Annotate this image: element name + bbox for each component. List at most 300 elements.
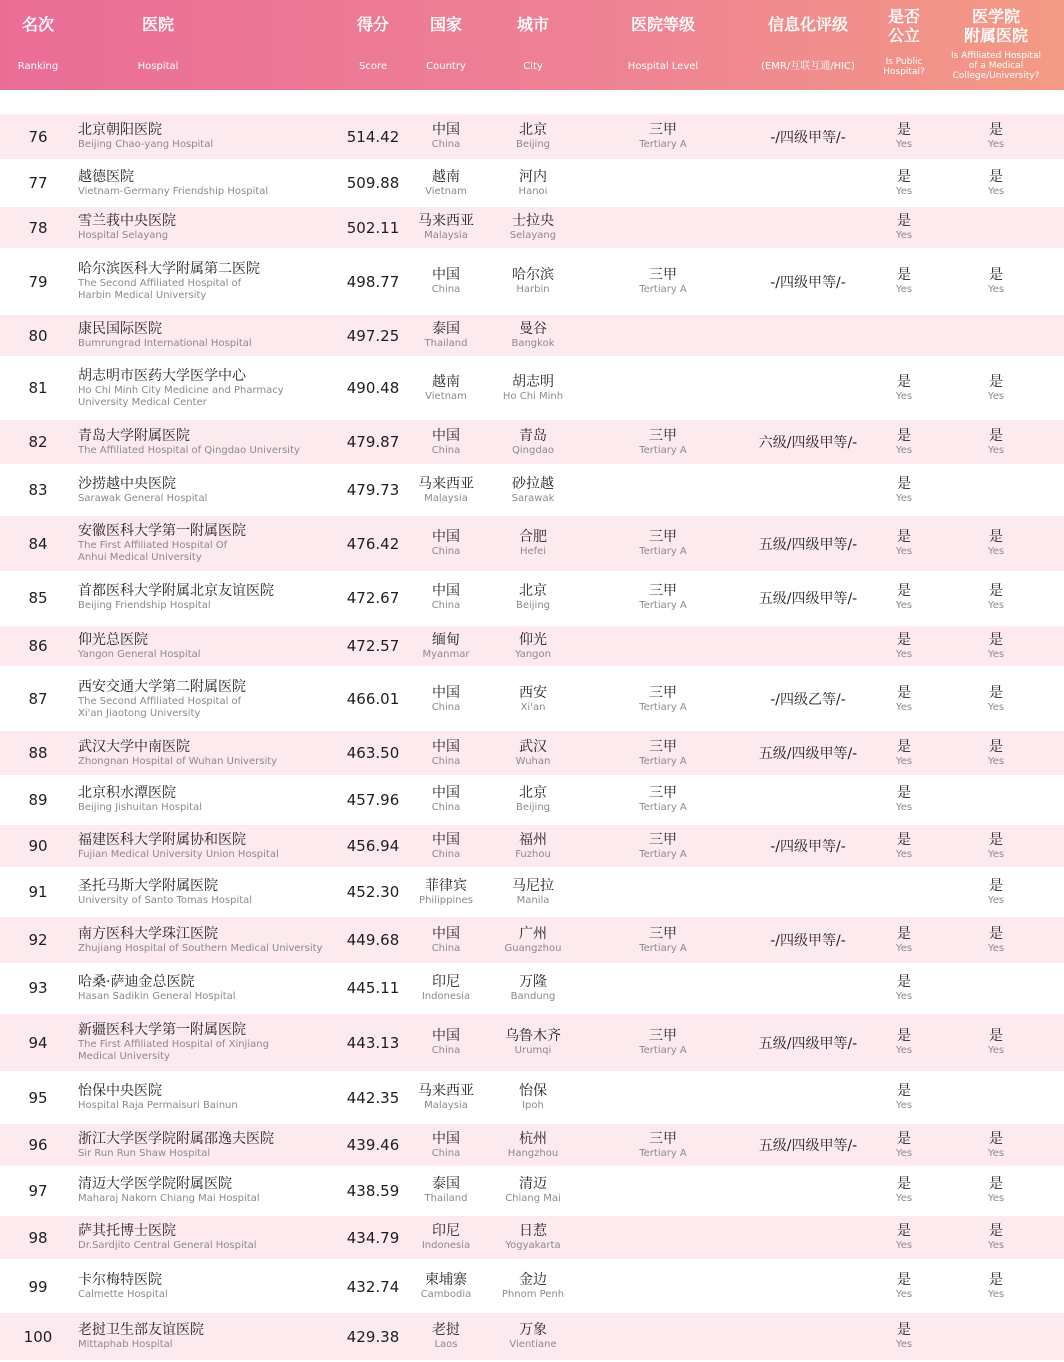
score-value: 472.57 [346, 637, 400, 655]
level-cn: 三甲 [649, 267, 677, 283]
rank-cell [0, 1260, 76, 1313]
affiliated-en: Yes [987, 139, 1005, 150]
rank-value: 82 [28, 433, 48, 451]
public-en: Yes [895, 1147, 913, 1159]
city-cell [486, 1260, 580, 1313]
rank-value: 99 [28, 1277, 48, 1296]
public-en: Yes [895, 444, 913, 456]
hospital-level-cell [612, 465, 714, 515]
affiliated-en: Yes [987, 942, 1005, 954]
score-cell [336, 420, 410, 464]
hospital-name-cn: 新疆医科大学第一附属医院 [78, 1022, 246, 1038]
info-rating-cell [730, 571, 886, 624]
info-rating-cell [730, 1072, 886, 1123]
rank-cell [0, 626, 76, 666]
country-en: Thailand [424, 1193, 468, 1204]
affiliated-cn: 是 [989, 1272, 1003, 1288]
hospital-level-cell [612, 207, 714, 248]
table-row [0, 1216, 1064, 1259]
table-row [0, 357, 1064, 419]
affiliated-cn: 是 [989, 122, 1003, 138]
affiliated-cell [956, 249, 1036, 314]
hospital-name-cn: 哈桑·萨迪金总医院 [78, 973, 195, 990]
country-cell [410, 357, 482, 419]
hospital-level-cell [612, 1313, 714, 1360]
affiliated-cell [956, 357, 1036, 419]
hospital-name-en: Hospital Selayang [78, 230, 169, 241]
country-cell [410, 516, 482, 571]
country-cell [410, 160, 482, 206]
country-cell [410, 249, 482, 314]
city-cn: 士拉央 [512, 213, 554, 229]
public-cn: 是 [897, 785, 911, 801]
score-value: 472.67 [346, 588, 400, 607]
hospital-name-en: The Second Affiliated Hospital of Xi'an Jiaotong University [78, 695, 242, 719]
city-cn: 乌鲁木齐 [505, 1028, 561, 1044]
public-cn: 是 [897, 122, 911, 138]
country-en: China [431, 444, 461, 456]
city-en: Wuhan [515, 755, 551, 767]
info-rating-cell [730, 963, 886, 1013]
affiliated-cell [956, 315, 1036, 356]
city-cn: 万隆 [519, 973, 547, 990]
rank-value: 96 [28, 1136, 48, 1154]
country-en: Indonesia [421, 990, 471, 1002]
header-is-public [866, 0, 942, 90]
affiliated-cn: 是 [989, 373, 1003, 390]
score-cell [336, 1260, 410, 1313]
score-value: 434.79 [346, 1228, 400, 1247]
public-cn: 是 [897, 427, 911, 444]
hospital-cell [78, 626, 350, 666]
public-cell [870, 465, 938, 515]
city-en: Ho Chi Minh [502, 390, 564, 402]
city-cell [486, 1124, 580, 1166]
country-cell [410, 207, 482, 248]
country-cn: 中国 [432, 831, 460, 848]
public-en: Yes [895, 390, 913, 402]
affiliated-cn: 是 [989, 1223, 1003, 1239]
city-cn: 曼谷 [519, 321, 547, 337]
country-cn: 中国 [432, 583, 460, 599]
score-cell [336, 249, 410, 314]
country-cell [410, 963, 482, 1013]
public-cn: 是 [897, 267, 911, 283]
header-info-rating [730, 0, 886, 90]
public-cell [870, 1124, 938, 1166]
hospital-cell [78, 249, 350, 314]
public-en: Yes [895, 848, 913, 860]
rank-value: 76 [28, 127, 48, 146]
city-en: Vientiane [509, 1339, 557, 1350]
info-rating-cell [730, 465, 886, 515]
country-en: China [431, 1147, 461, 1159]
country-cell [410, 1216, 482, 1259]
rank-cell [0, 917, 76, 963]
score-cell [336, 160, 410, 206]
hospital-name-en: Hospital Raja Permaisuri Bainun [78, 1100, 238, 1111]
level-cn: 三甲 [649, 785, 677, 801]
country-cn: 菲律宾 [425, 877, 467, 894]
affiliated-cell [956, 1124, 1036, 1166]
city-cn: 胡志明 [512, 373, 554, 390]
city-en: Phnom Penh [501, 1289, 565, 1300]
table-row [0, 825, 1064, 867]
hospital-name-cn: 哈尔滨医科大学附属第二医院 [78, 261, 260, 277]
country-en: Myanmar [422, 648, 470, 660]
public-cn: 是 [897, 738, 911, 755]
header-city-en: City [523, 61, 543, 72]
hospital-name-cn: 圣托马斯大学附属医院 [78, 877, 218, 894]
hospital-name-en: Hasan Sadikin General Hospital [78, 990, 236, 1002]
score-value: 497.25 [346, 326, 400, 345]
hospital-cell [78, 1313, 350, 1360]
hospital-level-cell [612, 315, 714, 356]
country-en: Vietnam [425, 390, 467, 402]
country-cn: 中国 [432, 738, 460, 755]
level-en: Tertiary A [639, 1045, 687, 1056]
country-cn: 缅甸 [432, 631, 460, 648]
hospital-cell [78, 420, 350, 464]
level-en: Tertiary A [639, 444, 687, 456]
hospital-name-en: Zhujiang Hospital of Southern Medical University [78, 942, 323, 954]
country-cell [410, 114, 482, 159]
hospital-level-cell [612, 114, 714, 159]
header-ranking-cn: 名次 [21, 15, 54, 34]
country-cell [410, 825, 482, 867]
country-cell [410, 1167, 482, 1214]
city-en: Beijing [515, 600, 551, 611]
header-country [410, 0, 482, 90]
info-rating-value: 六级/四级甲等/- [758, 435, 858, 451]
city-cell [486, 1313, 580, 1360]
hospital-level-cell [612, 1014, 714, 1071]
rank-cell [0, 357, 76, 419]
country-cell [410, 731, 482, 775]
public-en: Yes [895, 990, 913, 1002]
city-cn: 万象 [519, 1322, 547, 1338]
level-cn: 三甲 [649, 684, 677, 701]
country-cn: 泰国 [432, 321, 460, 337]
country-cell [410, 1072, 482, 1123]
city-cn: 河内 [519, 168, 547, 185]
public-cn: 是 [897, 1176, 911, 1192]
city-en: Ipoh [522, 1100, 544, 1111]
hospital-cell [78, 1072, 350, 1123]
rank-cell [0, 571, 76, 624]
level-en: Tertiary A [639, 139, 687, 150]
city-cell [486, 516, 580, 571]
hospital-name-en: Fujian Medical University Union Hospital [78, 848, 279, 860]
hospital-name-en: Calmette Hospital [78, 1289, 168, 1300]
rank-cell [0, 1216, 76, 1259]
info-rating-cell [730, 1313, 886, 1360]
info-rating-cell [730, 917, 886, 963]
rank-value: 79 [28, 272, 48, 291]
header-ranking [0, 0, 76, 90]
country-en: China [431, 848, 461, 860]
hospital-name-cn: 卡尔梅特医院 [78, 1272, 162, 1288]
city-en: Qingdao [512, 444, 554, 456]
info-rating-cell [730, 667, 886, 731]
city-cn: 马尼拉 [512, 877, 554, 894]
level-cn: 三甲 [649, 529, 677, 545]
score-value: 490.48 [346, 379, 400, 397]
public-en: Yes [895, 139, 913, 150]
affiliated-cell [956, 207, 1036, 248]
city-cn: 福州 [519, 831, 547, 848]
rank-value: 80 [28, 326, 48, 345]
city-cell [486, 1167, 580, 1214]
public-cn: 是 [897, 973, 911, 990]
public-cn: 是 [897, 631, 911, 648]
score-cell [336, 1216, 410, 1259]
hospital-name-en: The First Affiliated Hospital of Xinjiang Medical University [78, 1039, 269, 1062]
public-cell [870, 114, 938, 159]
city-en: Yogyakarta [505, 1240, 561, 1251]
level-en: Tertiary A [639, 802, 687, 813]
city-en: Xi'an [520, 701, 546, 713]
city-cn: 哈尔滨 [512, 267, 554, 283]
score-cell [336, 315, 410, 356]
country-en: China [431, 284, 461, 295]
score-cell [336, 571, 410, 624]
rank-value: 83 [28, 481, 48, 499]
table-row [0, 1124, 1064, 1166]
hospital-name-en: Beijing Chao-yang Hospital [78, 139, 214, 150]
score-value: 479.73 [346, 481, 400, 499]
country-en: China [431, 942, 461, 954]
country-cn: 越南 [432, 373, 460, 390]
public-en: Yes [895, 546, 913, 557]
affiliated-cell [956, 1216, 1036, 1259]
hospital-name-en: Bumrungrad International Hospital [78, 338, 252, 349]
country-en: Indonesia [421, 1240, 471, 1251]
hospital-name-en: The Affiliated Hospital of Qingdao University [78, 444, 300, 456]
hospital-cell [78, 775, 350, 824]
country-cn: 中国 [432, 427, 460, 444]
score-cell [336, 1124, 410, 1166]
affiliated-en: Yes [987, 701, 1005, 713]
public-en: Yes [895, 600, 913, 611]
hospital-name-cn: 萨其托博士医院 [78, 1223, 176, 1239]
hospital-level-cell [612, 775, 714, 824]
affiliated-en: Yes [987, 444, 1005, 456]
info-rating-cell [730, 207, 886, 248]
affiliated-en: Yes [987, 1045, 1005, 1056]
rank-cell [0, 667, 76, 731]
city-cell [486, 731, 580, 775]
city-en: Yangon [514, 648, 551, 660]
level-cn: 三甲 [649, 831, 677, 848]
public-cell [870, 516, 938, 571]
public-cn: 是 [897, 475, 911, 492]
table-row [0, 516, 1064, 571]
score-value: 429.38 [346, 1327, 400, 1346]
table-row [0, 731, 1064, 775]
city-cell [486, 1216, 580, 1259]
rank-cell [0, 207, 76, 248]
level-en: Tertiary A [639, 701, 687, 713]
hospital-cell [78, 1260, 350, 1313]
city-en: Bangkok [511, 338, 555, 349]
city-cell [486, 114, 580, 159]
city-cn: 砂拉越 [512, 475, 554, 492]
hospital-cell [78, 465, 350, 515]
city-en: Harbin [516, 284, 550, 295]
hospital-name-cn: 清迈大学医学院附属医院 [78, 1176, 232, 1192]
rank-cell [0, 114, 76, 159]
hospital-cell [78, 731, 350, 775]
affiliated-cn: 是 [989, 877, 1003, 894]
score-value: 479.87 [346, 433, 400, 451]
rank-value: 100 [23, 1327, 53, 1346]
affiliated-en: Yes [987, 1147, 1005, 1159]
info-rating-cell [730, 1014, 886, 1071]
info-rating-cell [730, 420, 886, 464]
affiliated-cell [956, 571, 1036, 624]
country-en: Cambodia [420, 1289, 472, 1300]
info-rating-cell [730, 249, 886, 314]
hospital-level-cell [612, 963, 714, 1013]
affiliated-cell [956, 420, 1036, 464]
hospital-name-en: Beijing Jishuitan Hospital [78, 802, 202, 813]
score-value: 452.30 [346, 883, 400, 901]
city-cn: 合肥 [519, 529, 547, 545]
city-cell [486, 667, 580, 731]
hospital-name-en: Mittaphab Hospital [78, 1339, 173, 1350]
public-cell [870, 825, 938, 867]
country-cn: 中国 [432, 925, 460, 942]
city-cn: 仰光 [519, 631, 547, 648]
header-country-en: Country [426, 61, 466, 72]
score-value: 442.35 [346, 1088, 400, 1107]
public-cn: 是 [897, 1223, 911, 1239]
hospital-name-cn: 胡志明市医药大学医学中心 [78, 367, 246, 384]
public-en: Yes [895, 755, 913, 767]
rank-cell [0, 1313, 76, 1360]
country-cell [410, 1260, 482, 1313]
hospital-level-cell [612, 357, 714, 419]
public-cn: 是 [897, 168, 911, 185]
rank-value: 81 [28, 379, 48, 397]
hospital-cell [78, 516, 350, 571]
city-cell [486, 868, 580, 916]
rank-value: 91 [28, 883, 48, 901]
hospital-cell [78, 825, 350, 867]
city-en: Manila [516, 894, 550, 906]
hospital-cell [78, 1216, 350, 1259]
affiliated-cn: 是 [989, 631, 1003, 648]
hospital-level-cell [612, 731, 714, 775]
hospital-name-cn: 安徽医科大学第一附属医院 [78, 523, 246, 539]
level-en: Tertiary A [639, 546, 687, 557]
info-rating-value: 五级/四级甲等/- [758, 746, 858, 762]
header-affil-en: Is Affiliated Hospital of a Medical College/University? [951, 51, 1041, 81]
rank-cell [0, 249, 76, 314]
info-rating-cell [730, 1124, 886, 1166]
score-cell [336, 775, 410, 824]
city-en: Hanoi [518, 185, 548, 197]
score-cell [336, 1313, 410, 1360]
country-en: China [431, 701, 461, 713]
hospital-name-cn: 沙捞越中央医院 [78, 475, 176, 492]
public-cn: 是 [897, 529, 911, 545]
table-row [0, 465, 1064, 515]
affiliated-cn: 是 [989, 1130, 1003, 1147]
public-cell [870, 1216, 938, 1259]
hospital-cell [78, 1124, 350, 1166]
score-cell [336, 1072, 410, 1123]
info-rating-cell [730, 1260, 886, 1313]
hospital-name-en: Yangon General Hospital [78, 648, 201, 660]
country-cell [410, 315, 482, 356]
hospital-name-en: Sarawak General Hospital [78, 492, 208, 504]
city-cn: 青岛 [519, 427, 547, 444]
header-country-cn: 国家 [429, 15, 462, 34]
hospital-level-cell [612, 667, 714, 731]
hospital-level-cell [612, 868, 714, 916]
public-en: Yes [895, 1045, 913, 1056]
country-cell [410, 667, 482, 731]
level-cn: 三甲 [649, 427, 677, 444]
affiliated-cell [956, 731, 1036, 775]
country-en: China [431, 546, 461, 557]
country-cn: 泰国 [432, 1176, 460, 1192]
info-rating-cell [730, 731, 886, 775]
public-en: Yes [895, 230, 913, 241]
rank-cell [0, 1072, 76, 1123]
score-value: 449.68 [346, 931, 400, 949]
header-info-en: (EMR/互联互通/HIC) [761, 61, 855, 72]
hospital-name-cn: 浙江大学医学院附属邵逸夫医院 [78, 1130, 274, 1147]
public-en: Yes [895, 1240, 913, 1251]
affiliated-cell [956, 626, 1036, 666]
city-cell [486, 420, 580, 464]
public-en: Yes [895, 492, 913, 504]
hospital-level-cell [612, 825, 714, 867]
hospital-level-cell [612, 1216, 714, 1259]
rank-cell [0, 731, 76, 775]
city-cn: 北京 [519, 785, 547, 801]
public-cell [870, 571, 938, 624]
affiliated-cn: 是 [989, 1028, 1003, 1044]
country-en: China [431, 755, 461, 767]
city-cell [486, 249, 580, 314]
affiliated-cn: 是 [989, 583, 1003, 599]
info-rating-cell [730, 114, 886, 159]
score-cell [336, 207, 410, 248]
city-cn: 广州 [519, 925, 547, 942]
city-en: Beijing [515, 139, 551, 150]
rank-value: 90 [28, 837, 48, 855]
score-value: 476.42 [346, 534, 400, 553]
public-cell [870, 249, 938, 314]
hospital-level-cell [612, 1072, 714, 1123]
table-row [0, 1014, 1064, 1071]
hospital-name-en: Maharaj Nakorn Chiang Mai Hospital [78, 1193, 260, 1204]
affiliated-en: Yes [987, 1289, 1005, 1300]
city-cn: 武汉 [519, 738, 547, 755]
public-cell [870, 207, 938, 248]
table-row [0, 571, 1064, 624]
hospital-name-cn: 青岛大学附属医院 [78, 427, 190, 444]
public-cn: 是 [897, 1028, 911, 1044]
public-cell [870, 775, 938, 824]
city-en: Guangzhou [504, 942, 562, 954]
hospital-level-cell [612, 917, 714, 963]
info-rating-cell [730, 1216, 886, 1259]
